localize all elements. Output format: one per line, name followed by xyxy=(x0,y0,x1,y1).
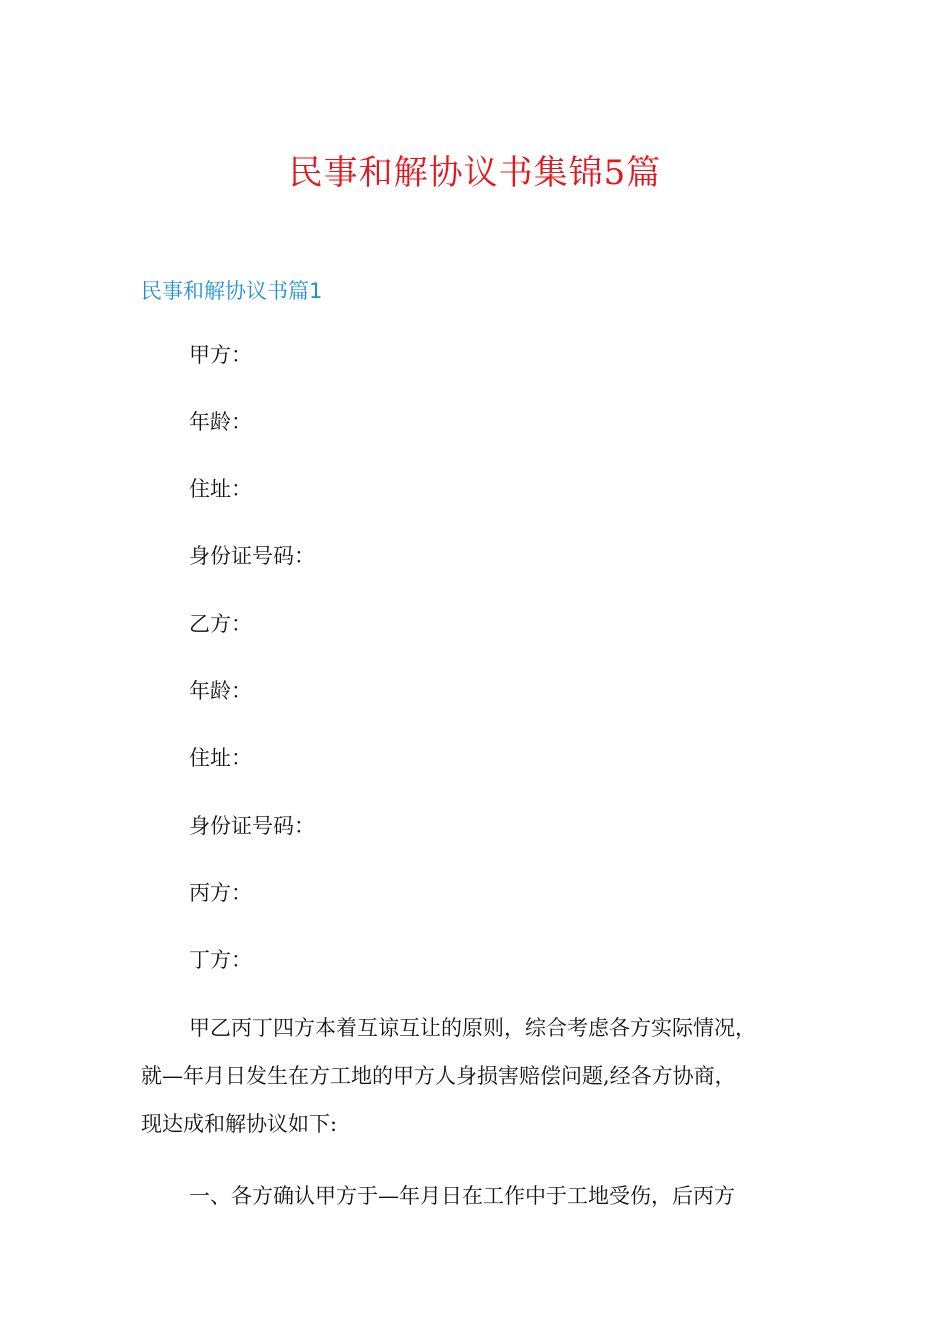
document-title: 民事和解协议书集锦5篇 xyxy=(288,153,662,193)
field-party-c: 丙方： xyxy=(189,881,252,905)
field-id-number-a: 身份证号码： xyxy=(189,544,315,568)
paragraph-line: 就—年月日发生在方工地的甲方人身损害赔偿问题,经各方协商， xyxy=(141,1064,736,1088)
field-party-a: 甲方： xyxy=(189,343,252,367)
field-age-a: 年龄： xyxy=(189,410,252,434)
field-id-number-b: 身份证号码： xyxy=(189,814,315,838)
paragraph-intro xyxy=(141,1004,821,1148)
field-age-b: 年龄： xyxy=(189,679,252,703)
paragraph-line: 一、各方确认甲方于—年月日在工作中于工地受伤，后丙方 xyxy=(189,1184,735,1208)
field-address-a: 住址： xyxy=(189,477,252,501)
field-address-b: 住址： xyxy=(189,746,252,770)
paragraph-line: 甲乙丙丁四方本着互谅互让的原则，综合考虑各方实际情况， xyxy=(189,1016,756,1040)
section-heading: 民事和解协议书篇1 xyxy=(141,279,323,303)
field-party-b: 乙方： xyxy=(189,612,252,636)
paragraph-clause-1 xyxy=(141,1172,821,1220)
paragraph-line: 现达成和解协议如下: xyxy=(141,1112,338,1136)
field-party-d: 丁方： xyxy=(189,948,252,972)
